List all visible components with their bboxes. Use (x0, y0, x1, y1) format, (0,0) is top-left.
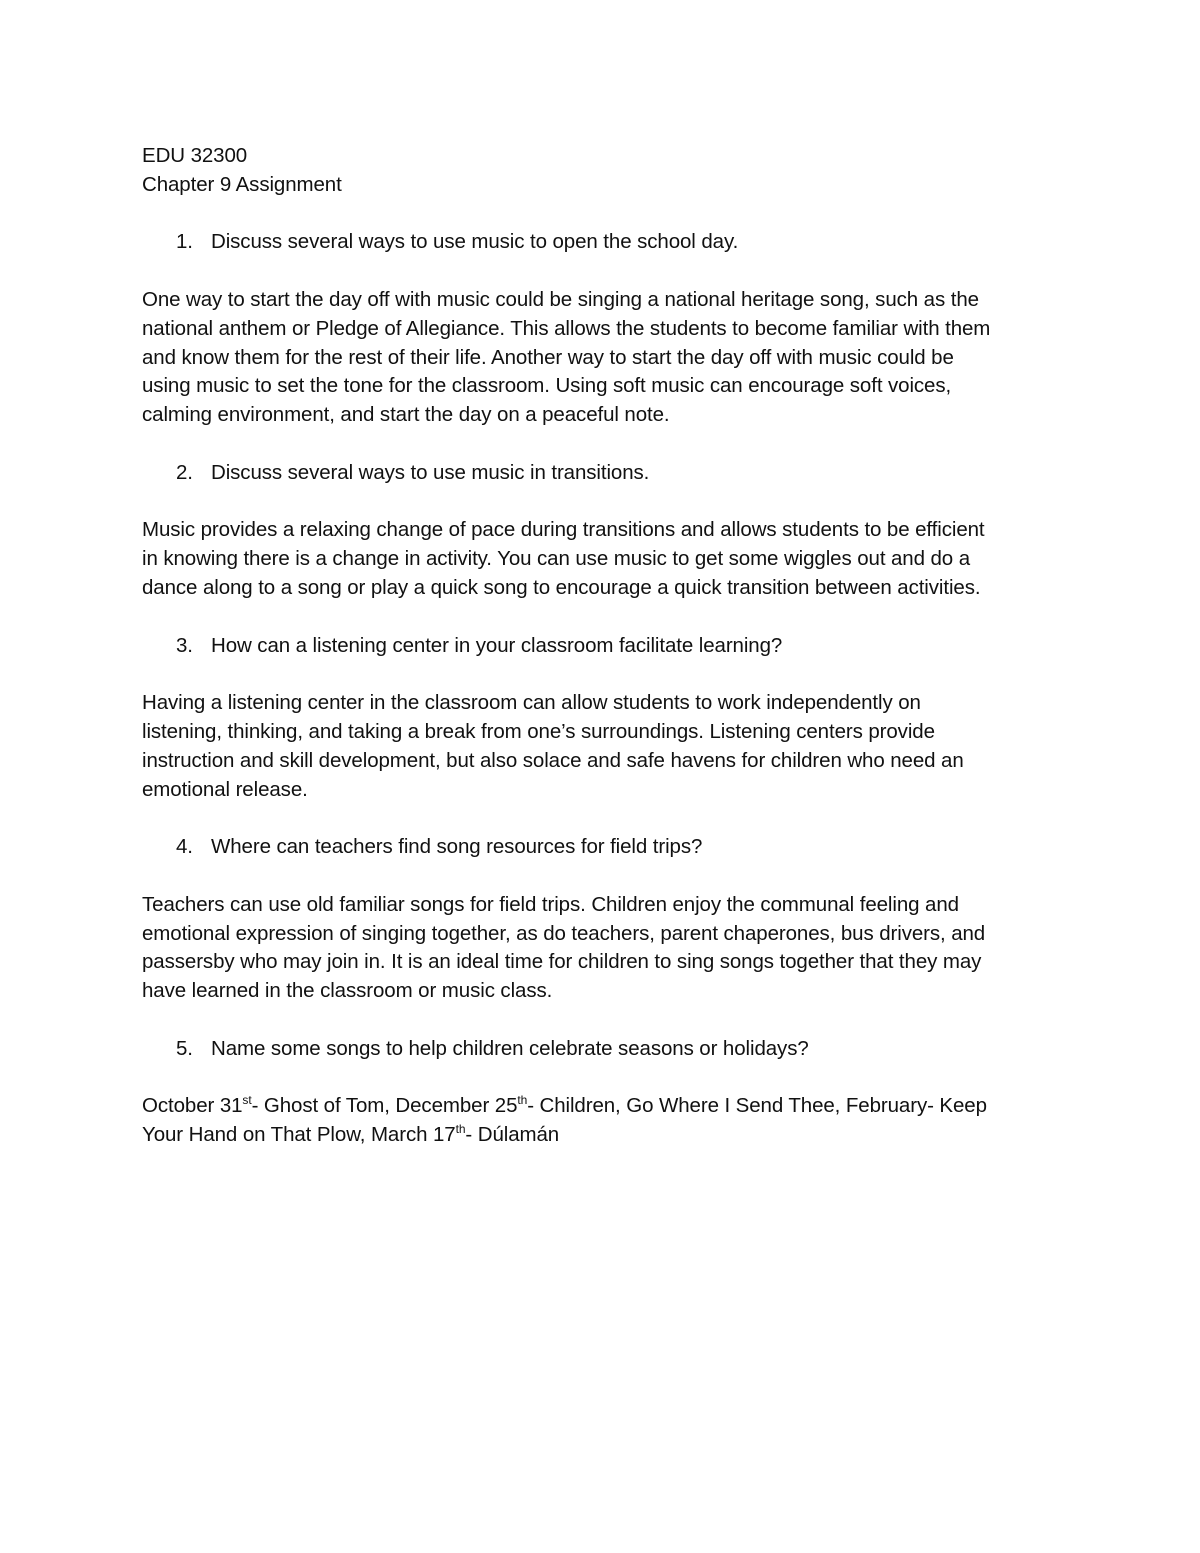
answer-5 (142, 1092, 1072, 1150)
answer-line: using music to set the tone for the classroom. Using soft music can encourage soft voices, (142, 374, 952, 398)
answer-line: in knowing there is a change in activity. You can use music to get some wiggles out and do a (142, 547, 971, 571)
question-text: How can a listening center in your classroom facilitate learning? (211, 633, 783, 657)
question-3 (142, 632, 1072, 661)
spacer (142, 200, 1072, 229)
question-4 (142, 833, 1072, 862)
question-number: 1. (176, 230, 193, 254)
spacer (142, 862, 1072, 891)
question-number: 4. (176, 835, 193, 859)
spacer (142, 603, 1072, 632)
question-1 (142, 228, 1072, 257)
question-text: Name some songs to help children celebrate seasons or holidays? (211, 1036, 809, 1060)
question-5 (142, 1035, 1072, 1064)
answer-1 (142, 286, 1072, 430)
question-number: 3. (176, 633, 193, 657)
question-2 (142, 459, 1072, 488)
question-number: 5. (176, 1036, 193, 1060)
answer-4 (142, 891, 1072, 1006)
answer-line: have learned in the classroom or music class. (142, 979, 553, 1003)
spacer (142, 660, 1072, 689)
spacer (142, 488, 1072, 517)
answer-line: dance along to a song or play a quick song to encourage a quick transition between activities. (142, 575, 981, 599)
answer-text: Your Hand on That Plow, March 17 (142, 1123, 456, 1147)
answer-line: emotional release. (142, 777, 308, 801)
answer-line: and know them for the rest of their life. Another way to start the day off with music could be (142, 345, 954, 369)
spacer (142, 257, 1072, 286)
answer-line: emotional expression of singing together, as do teachers, parent chaperones, bus drivers, and (142, 921, 986, 945)
spacer (142, 804, 1072, 833)
answer-line (142, 1092, 1072, 1121)
ordinal-suffix: th (517, 1093, 528, 1108)
answer-line: One way to start the day off with music could be singing a national heritage song, such as the (142, 287, 979, 311)
spacer (142, 430, 1072, 459)
answer-text: - Ghost of Tom, December 25 (251, 1094, 518, 1118)
question-text: Discuss several ways to use music to open the school day. (211, 230, 739, 254)
answer-line: instruction and skill development, but also solace and safe havens for children who need an (142, 748, 964, 772)
answer-line: Teachers can use old familiar songs for field trips. Children enjoy the communal feeling and (142, 892, 959, 916)
spacer (142, 1064, 1072, 1093)
answer-line (142, 1121, 1072, 1150)
answer-text: - Dúlamán (465, 1123, 560, 1147)
question-text: Discuss several ways to use music in transitions. (211, 460, 650, 484)
answer-line: passersby who may join in. It is an ideal time for children to sing songs together that they may (142, 950, 982, 974)
answer-line: national anthem or Pledge of Allegiance. This allows the students to become familiar with them (142, 316, 991, 340)
question-text: Where can teachers find song resources for field trips? (211, 835, 703, 859)
answer-line: listening, thinking, and taking a break from one’s surroundings. Listening centers provide (142, 719, 935, 743)
answer-text: - Children, Go Where I Send Thee, February- Keep (527, 1094, 987, 1118)
answer-line: Music provides a relaxing change of pace during transitions and allows students to be efficient (142, 518, 985, 542)
document-content (142, 142, 1072, 1150)
answer-text: October 31 (142, 1094, 243, 1118)
assignment-title: Chapter 9 Assignment (142, 172, 342, 196)
ordinal-suffix: st (242, 1093, 252, 1108)
course-code: EDU 32300 (142, 144, 248, 167)
answer-line: Having a listening center in the classroom can allow students to work independently on (142, 691, 921, 715)
ordinal-suffix: th (455, 1122, 466, 1137)
question-number: 2. (176, 460, 193, 484)
spacer (142, 1006, 1072, 1035)
answer-line: calming environment, and start the day on a peaceful note. (142, 403, 670, 427)
answer-3 (142, 689, 1072, 804)
answer-2 (142, 516, 1072, 602)
